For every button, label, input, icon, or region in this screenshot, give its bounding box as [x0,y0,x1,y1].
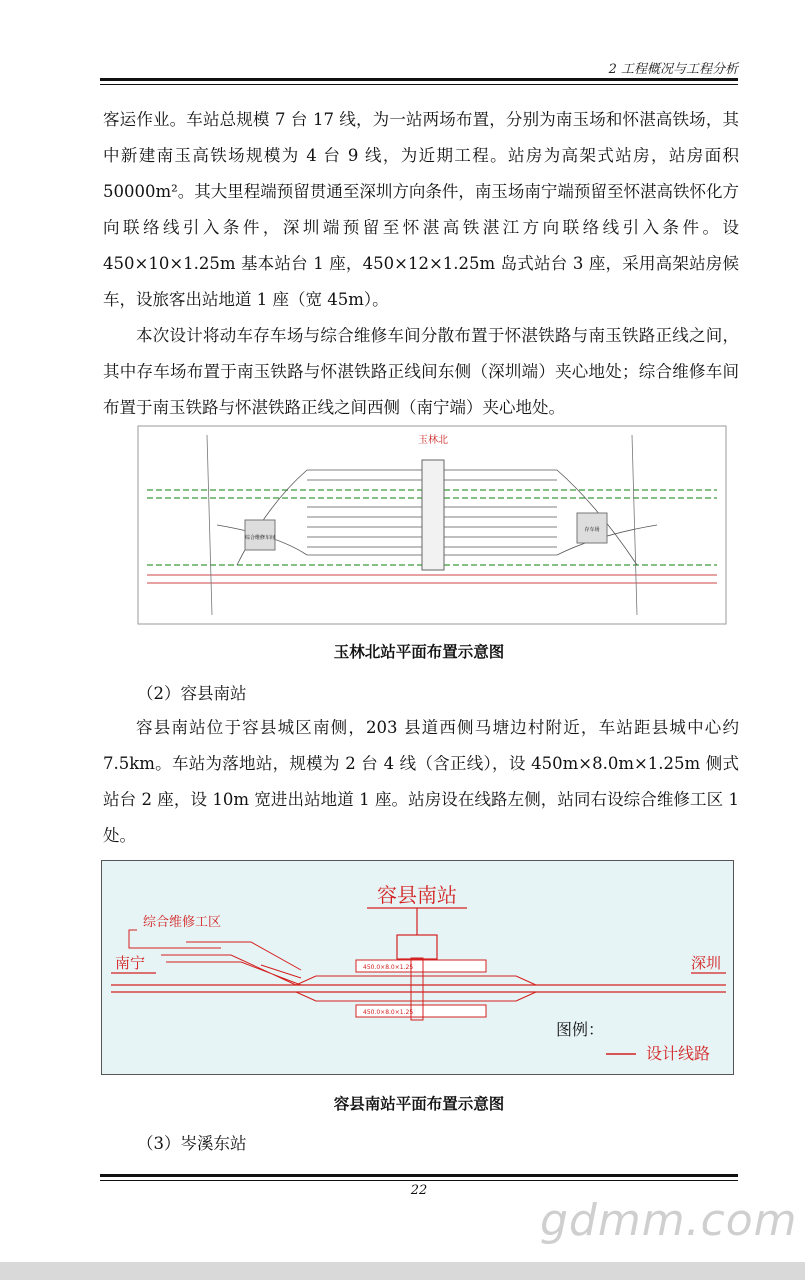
header-rule-thin [100,84,738,85]
footer-rule [100,1174,738,1177]
storage-label: 存车场 [584,527,600,533]
bottom-bar [0,1262,805,1280]
station-label: 玉林北 [418,435,448,446]
chapter-header: 2 工程概况与工程分析 [608,62,738,77]
paragraph-3: 容县南站位于容县城区南侧，203 县道西侧马塘边村附近，车站距县城中心约 7.5km。车站为落地站，规模为 2 台 4 线（含正线），设 450m×8.0m×1.25m 侧式站台 2 座，设 10m 宽进出站地道 1 座。站房设在线路左侧，站同右设综合维修工区 1 处。 [103,718,739,845]
workshop-label: 综合维修工区 [143,915,222,930]
right-city-label: 深圳 [691,954,722,972]
page-number: 22 [410,1183,428,1198]
watermark: gdmm.com [540,1195,798,1246]
paragraph-2: 本次设计将动车存车场与综合维修车间分散布置于怀湛铁路与南玉铁路正线之间，其中存车场布置于南玉铁路与怀湛铁路正线间东侧（深圳端）夹心地处；综合维修车间布置于南玉铁路与怀湛铁路正线之间西侧（南宁端）夹心地处。 [103,326,739,417]
workshop-label: 综合维修车间 [244,535,276,541]
subheading-rongxian-south: （2）容县南站 [137,684,247,703]
legend-title: 图例： [556,1020,605,1039]
platform-bottom-label: 450.0×8.0×1.25 [363,1009,414,1016]
header-rule [100,78,738,81]
rongxian-south-layout-figure [101,860,734,1075]
paragraph-1: 客运作业。车站总规模 7 台 17 线，为一站两场布置，分别为南玉场和怀湛高铁场，其中新建南玉高铁场规模为 4 台 9 线，为近期工程。站房为高架式站房，站房面积 50000m²。其大里程端预留贯通至深圳方向条件，南玉场南宁端预留至怀湛高铁怀化方向联络线引入条件，深圳端预留至怀湛高铁湛江方向联络线引入条件。设 450×10×1.25m 基本站台 1 座，450×12×1.25m 岛式站台 3 座，采用高架站房候车，设旅客出站地道 1 座（宽 45m）。 [103,110,739,309]
left-city-label: 南宁 [115,954,146,972]
yulin-north-layout-figure [137,425,727,625]
rongxian-south-diagram [101,860,734,1075]
yulin-north-diagram [137,425,727,625]
figure1-caption: 玉林北站平面布置示意图 [333,643,505,661]
legend-item: 设计线路 [646,1044,711,1063]
figure2-caption: 容县南站平面布置示意图 [333,1095,505,1113]
subheading-cenxi-east: （3）岑溪东站 [137,1134,247,1153]
platform-top-label: 450.0×8.0×1.25 [363,964,414,971]
station-name: 容县南站 [377,883,457,907]
footer-rule-thin [100,1180,738,1181]
